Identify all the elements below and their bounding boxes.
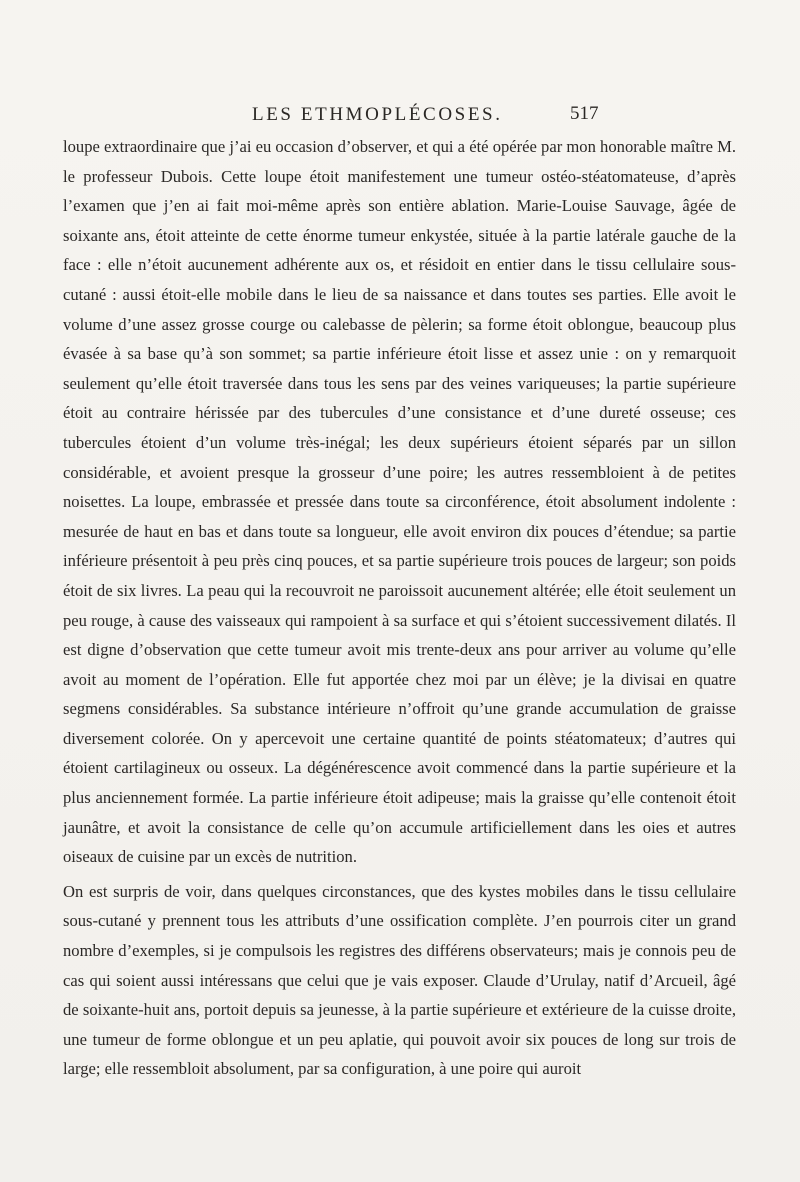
- body-text: [63, 132, 736, 1084]
- paragraph-2: On est surpris de voir, dans quelques circonstances, que des kystes mobiles dans le tissu cellulaire sous-cutané y prennent tous les attributs d’une ossification complète. J’en pourrois citer un grand nombre d’exemples, si je compulsois les registres des différens observateurs; mais je connois peu de cas qui soient aussi intéressans que celui que je vais exposer. Claude d’Urulay, natif d’Arcueil, âgé de soixante-huit ans, portoit depuis sa jeunesse, à la partie supérieure et extérieure de la cuisse droite, une tumeur de forme oblongue et un peu aplatie, qui pouvoit avoir six pouces de long sur trois de large; elle ressembloit absolument, par sa configuration, à une poire qui auroit: [63, 881, 736, 1079]
- running-title: LES ETHMOPLÉCOSES.: [252, 104, 503, 125]
- paragraph-1: loupe extraordinaire que j’ai eu occasion d’observer, et qui a été opérée par mon honorable maître M. le professeur Dubois. Cette loupe étoit manifestement une tumeur ostéo-stéatomateuse, d’après l’examen que j’en ai fait moi-même après son entière ablation. Marie-Louise Sauvage, âgée de soixante ans, étoit atteinte de cette énorme tumeur enkystée, située à la partie latérale gauche de la face : elle n’étoit aucunement adhérente aux os, et résidoit en entier dans le tissu cellulaire sous-cutané : aussi étoit-elle mobile dans le lieu de sa naissance et dans toutes ses parties. Elle avoit le volume d’une assez grosse courge ou calebasse de pèlerin; sa forme étoit oblongue, beaucoup plus évasée à sa base qu’à son sommet; sa partie inférieure étoit lisse et assez unie : on y remarquoit seulement qu’elle étoit traversée dans tous les sens par des veines variqueuses; la partie supérieure étoit au contraire hérissée par des tubercules d’une consistance et d’une dureté osseuse; ces tubercules étoient d’un volume très-inégal; les deux supérieurs étoient séparés par un sillon considérable, et avoient presque la grosseur d’une poire; les autres ressembloient à de petites noisettes. La loupe, embrassée et pressée dans toute sa circonférence, étoit absolument indolente : mesurée de haut en bas et dans toute sa longueur, elle avoit environ dix pouces d’étendue; sa partie inférieure présentoit à peu près cinq pouces, et sa partie supérieure trois pouces de largeur; son poids étoit de six livres. La peau qui la recouvroit ne paroissoit aucunement altérée; elle étoit seulement un peu rouge, à cause des vaisseaux qui rampoient à sa surface et qui s’étoient successivement dilatés. Il est digne d’observation que cette tumeur avoit mis trente-deux ans pour arriver au volume qu’elle avoit au moment de l’opération. Elle fut apportée chez moi par un élève; je la divisai en quatre segmens considérables. Sa substance intérieure n’offroit qu’une grande accumulation de graisse diversement colorée. On y apercevoit une certaine quantité de points stéatomateux; d’autres qui étoient cartilagineux ou osseux. La dégénérescence avoit commencé dans la partie supérieure et la plus anciennement formée. La partie inférieure étoit adipeuse; mais la graisse qu’elle contenoit étoit jaunâtre, et avoit la consistance de celle qu’on accumule artificiellement dans les oies et autres oiseaux de cuisine par un excès de nutrition.: [63, 137, 736, 867]
- page-number: 517: [570, 103, 599, 124]
